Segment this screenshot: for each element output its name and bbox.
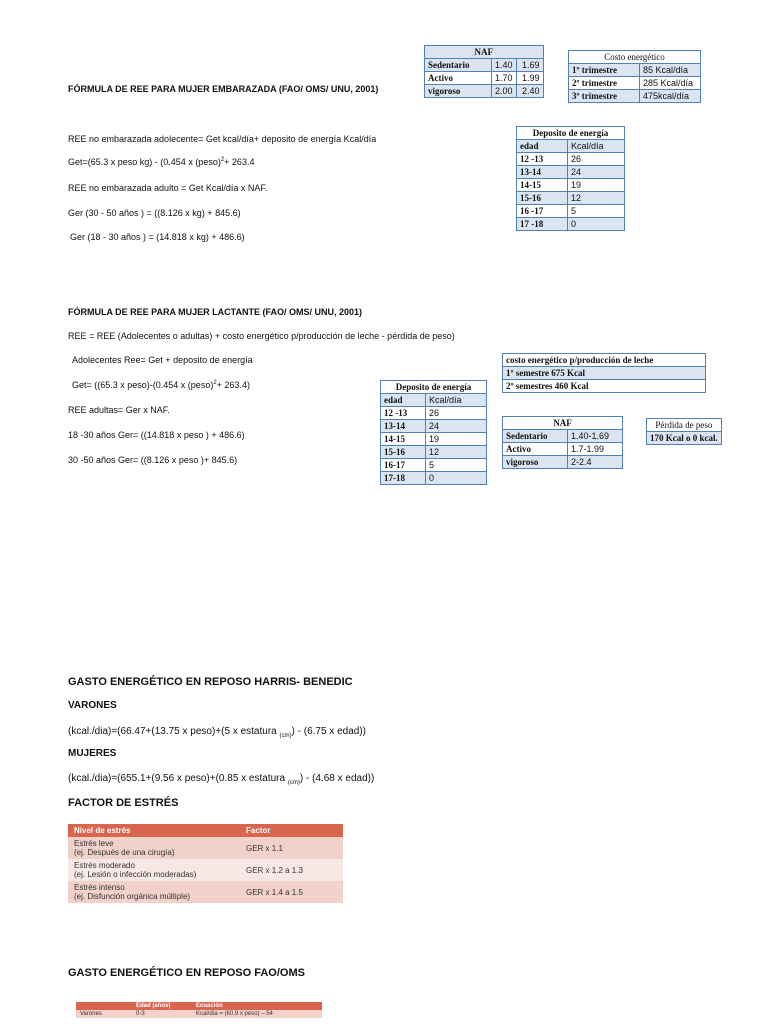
estres-title: FACTOR DE ESTRÉS: [68, 797, 179, 809]
lactante-line-5: 18 -30 años Ger= ((14.818 x peso ) + 486.6): [68, 430, 245, 440]
deposito-1-kcal-2: 19: [568, 179, 625, 192]
deposito-2-edad-3: 15-16: [381, 446, 426, 459]
deposito-2-title: Deposito de energía: [381, 381, 487, 394]
deposito-2-kcal-5: 0: [426, 472, 487, 485]
deposito-2-kcal-4: 5: [426, 459, 487, 472]
fao-table: [76, 1002, 322, 1018]
naf-1-label-1: Activo: [425, 72, 492, 85]
naf-1-a-0: 1.40: [492, 59, 517, 72]
deposito-1-edad-4: 16 -17: [517, 205, 568, 218]
embarazada-line-5: Ger (18 - 30 años ) = (14.818 x kg) + 486.6): [70, 232, 245, 242]
naf-table-2: [502, 416, 623, 469]
fao-row-ecuacion: Kcal/día = (60.9 x peso) – 54: [192, 1010, 322, 1018]
fao-head-ecuacion: Ecuación: [192, 1002, 322, 1010]
leche-row-0: 1º semestre 675 Kcal: [503, 367, 706, 380]
naf-1-a-2: 2.00: [492, 85, 517, 98]
leche-title: costo energético p/producción de leche: [503, 354, 706, 367]
lactante-line-3: Get= ((65.3 x peso)-(0.454 x (peso)$^2$+ 263.4): [72, 380, 250, 390]
deposito-1-kcal-0: 26: [568, 153, 625, 166]
deposito-1-kcal-5: 0: [568, 218, 625, 231]
lactante-line-6: 30 -50 años Ger= ((8.126 x peso )+ 845.6): [68, 455, 238, 465]
lactante-line-4: REE adultas= Ger x NAF.: [68, 405, 170, 415]
naf-1-label-0: Sedentario: [425, 59, 492, 72]
naf-2-value-0: 1.40-1.69: [568, 430, 623, 443]
deposito-1-kcal-1: 24: [568, 166, 625, 179]
estres-head-nivel: Nivel de estrés: [68, 824, 240, 837]
deposito-1-edad-1: 13-14: [517, 166, 568, 179]
naf-1-label-2: vigoroso: [425, 85, 492, 98]
naf-1-b-1: 1.99: [516, 72, 543, 85]
embarazada-line-4: Ger (30 - 50 años ) = ((8.126 x kg) + 845.6): [68, 208, 241, 218]
costo-value-2: 475kcal/día: [640, 90, 701, 103]
perdida-title: Pérdida de peso: [647, 419, 722, 432]
deposito-2-kcal-3: 12: [426, 446, 487, 459]
harris-varones-formula: (kcal./dia)=(66.47+(13.75 x peso)+(5 x estatura $_{(cm)}$) - (6.75 x edad)): [68, 726, 366, 739]
deposito-2-kcal-0: 26: [426, 407, 487, 420]
naf-1-b-2: 2.40: [516, 85, 543, 98]
naf-2-label-1: Activo: [503, 443, 568, 456]
harris-title: GASTO ENERGÉTICO EN REPOSO HARRIS- BENEDIC: [68, 676, 353, 688]
costo-label-2: 3º trimestre: [569, 90, 640, 103]
embarazada-line-3: REE no embarazada adulto = Get Kcal/día x NAF.: [68, 183, 268, 193]
costo-label-1: 2º trimestre: [569, 77, 640, 90]
embarazada-line-1: REE no embarazada adolecente= Get kcal/día+ deposito de energía Kcal/día: [68, 134, 377, 144]
deposito-1-edad-5: 17 -18: [517, 218, 568, 231]
naf-2-label-0: Sedentario: [503, 430, 568, 443]
deposito-2-edad-4: 16-17: [381, 459, 426, 472]
harris-mujeres-title: MUJERES: [68, 748, 117, 759]
fao-row-edad: 0-3: [132, 1010, 192, 1018]
deposito-1-title: Deposito de energía: [517, 127, 625, 140]
perdida-peso-table: [646, 418, 722, 445]
naf-1-a-1: 1.70: [492, 72, 517, 85]
deposito-table-2: [380, 380, 487, 485]
naf-table-1: [424, 45, 544, 98]
deposito-1-kcal-4: 5: [568, 205, 625, 218]
embarazada-line-2: Get=(65.3 x peso kg) - (0.454 x (peso)$^2$+ 263.4: [68, 157, 255, 167]
deposito-2-col1: edad: [381, 394, 426, 407]
costo-label-0: 1º trimestre: [569, 64, 640, 77]
naf-2-label-2: vigoroso: [503, 456, 568, 469]
lactante-title: FÓRMULA DE REE PARA MUJER LACTANTE (FAO/ OMS/ UNU, 2001): [68, 307, 363, 317]
estres-head-factor: Factor: [240, 824, 343, 837]
costo-energetico-table: [568, 50, 701, 103]
estres-row-2-nivel: Estrés intenso (ej. Disfunción orgánica múltiple): [68, 881, 240, 903]
harris-mujeres-formula: (kcal./dia)=(655.1+(9.56 x peso)+(0.85 x estatura $_{(cm)}$) - (4.68 x edad)): [68, 773, 375, 786]
estres-table: [68, 824, 343, 903]
fao-title: GASTO ENERGÉTICO EN REPOSO FAO/OMS: [68, 967, 305, 979]
naf-1-b-0: 1.69: [516, 59, 543, 72]
estres-row-0-nivel: Estrés leve (ej. Después de una cirugía): [68, 837, 240, 859]
deposito-1-edad-3: 15-16: [517, 192, 568, 205]
lactante-line-1: REE = REE (Adolecentes o adultas) + costo energético p/producción de leche - pérdida de peso): [68, 331, 455, 341]
naf-table-2-title: NAF: [503, 417, 623, 430]
fao-row-label: Varones: [76, 1010, 132, 1018]
naf-table-1-title: NAF: [425, 46, 544, 59]
lactante-line-2: Adolecentes Ree= Get + deposito de energía: [72, 355, 253, 365]
estres-row-2-factor: GER x 1.4 a 1.5: [240, 881, 343, 903]
costo-table-title: Costo energético: [569, 51, 701, 64]
deposito-1-edad-2: 14-15: [517, 179, 568, 192]
deposito-2-edad-1: 13-14: [381, 420, 426, 433]
harris-varones-title: VARONES: [68, 700, 117, 711]
estres-row-1-factor: GER x 1.2 a 1.3: [240, 859, 343, 881]
leche-row-1: 2º semestres 460 Kcal: [503, 380, 706, 393]
estres-row-0-factor: GER x 1.1: [240, 837, 343, 859]
deposito-2-edad-0: 12 -13: [381, 407, 426, 420]
deposito-2-col2: Kcal/día: [426, 394, 487, 407]
deposito-2-edad-5: 17-18: [381, 472, 426, 485]
deposito-1-col1: edad: [517, 140, 568, 153]
deposito-2-kcal-2: 19: [426, 433, 487, 446]
deposito-2-kcal-1: 24: [426, 420, 487, 433]
naf-2-value-2: 2-2.4: [568, 456, 623, 469]
deposito-1-col2: Kcal/día: [568, 140, 625, 153]
costo-value-1: 285 Kcal/día: [640, 77, 701, 90]
perdida-value: 170 Kcal o 0 kcal.: [647, 432, 722, 445]
deposito-1-kcal-3: 12: [568, 192, 625, 205]
estres-row-1-nivel: Estrés moderado (ej. Lesión o infección moderadas): [68, 859, 240, 881]
costo-value-0: 85 Kcal/día: [640, 64, 701, 77]
naf-2-value-1: 1.7-1.99: [568, 443, 623, 456]
deposito-2-edad-2: 14-15: [381, 433, 426, 446]
fao-head-edad: Edad (años): [132, 1002, 192, 1010]
leche-table: [502, 353, 706, 393]
embarazada-title: FÓRMULA DE REE PARA MUJER EMBARAZADA (FAO/ OMS/ UNU, 2001): [68, 84, 379, 94]
deposito-1-edad-0: 12 -13: [517, 153, 568, 166]
deposito-table-1: [516, 126, 625, 231]
